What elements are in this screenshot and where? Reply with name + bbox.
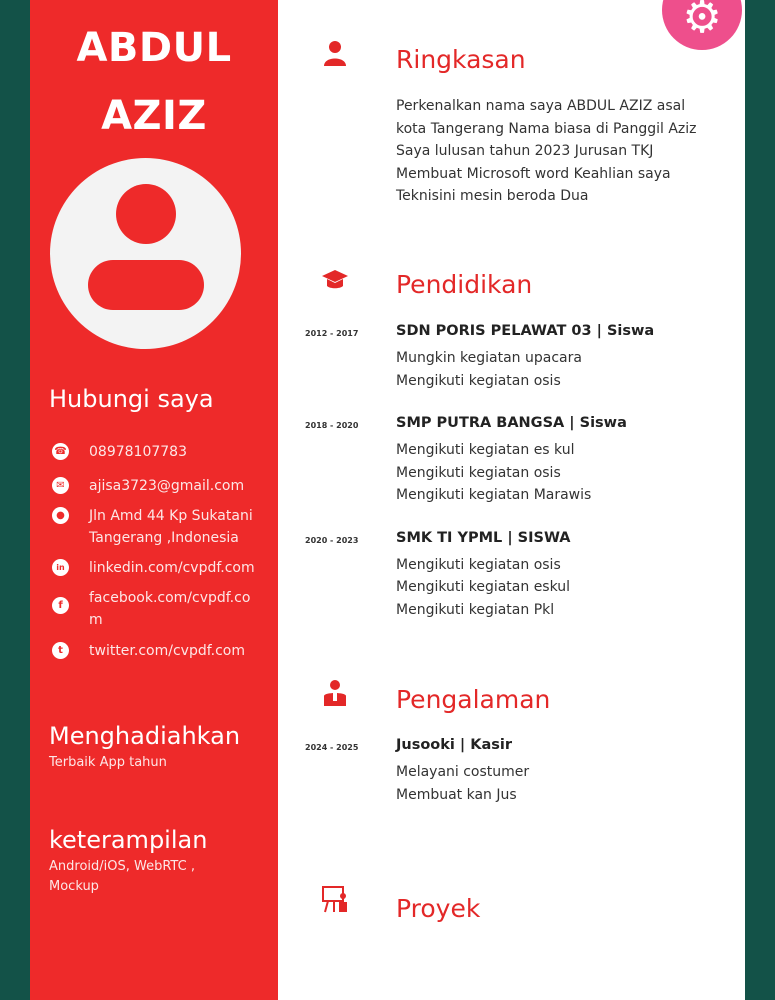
settings-button[interactable]: [662, 0, 742, 50]
contact-facebook-text: facebook.com/cvpdf.com: [89, 590, 251, 628]
education-title: Pendidikan: [396, 270, 533, 299]
summary-text: Perkenalkan nama saya ABDUL AZIZ asal kota Tangerang Nama biasa di Panggil Aziz Saya lulusan tahun 2023 Jurusan TKJ Membuat Microsoft word Keahlian saya Teknisini mesin beroda Dua: [396, 98, 697, 204]
education-entry-title: SMK TI YPML | SISWA: [396, 530, 571, 546]
education-line: Mungkin kegiatan upacara: [396, 350, 582, 366]
location-icon: ●: [52, 507, 69, 524]
summary-title: Ringkasan: [396, 45, 526, 74]
name-last: AZIZ: [101, 93, 207, 139]
education-date: 2012 - 2017: [305, 329, 359, 338]
twitter-icon: t: [52, 642, 69, 659]
awards-text: Terbaik App tahun: [49, 755, 167, 770]
contact-phone-text: 08978107783: [89, 444, 187, 460]
gear-icon: ⚙: [682, 0, 722, 43]
contact-email-text: ajisa3723@gmail.com: [89, 478, 245, 494]
education-date: 2020 - 2023: [305, 536, 359, 545]
name-first: ABDUL: [76, 25, 232, 71]
education-date: 2018 - 2020: [305, 421, 359, 430]
education-line: Mengikuti kegiatan Marawis: [396, 487, 592, 503]
contact-title: Hubungi saya: [49, 385, 214, 413]
projects-title: Proyek: [396, 894, 481, 923]
avatar-head-shape: [116, 184, 176, 244]
sidebar: [30, 0, 278, 1000]
worker-icon: [320, 678, 350, 708]
education-line: Mengikuti kegiatan es kul: [396, 442, 575, 458]
contact-twitter-text: twitter.com/cvpdf.com: [89, 643, 245, 659]
presentation-icon: [320, 884, 350, 914]
education-line: Mengikuti kegiatan osis: [396, 373, 561, 389]
phone-icon: ☎: [52, 443, 69, 460]
education-line: Mengikuti kegiatan osis: [396, 465, 561, 481]
education-entry-title: SDN PORIS PELAWAT 03 | Siswa: [396, 323, 655, 339]
experience-line: Membuat kan Jus: [396, 787, 517, 803]
skills-title: keterampilan: [49, 826, 208, 854]
linkedin-icon: in: [52, 559, 69, 576]
email-icon: ✉: [52, 477, 69, 494]
education-entry-title: SMP PUTRA BANGSA | Siswa: [396, 415, 627, 431]
experience-entry-title: Jusooki | Kasir: [396, 737, 513, 753]
education-line: Mengikuti kegiatan Pkl: [396, 602, 555, 618]
contact-address-text: Jln Amd 44 Kp Sukatani Tangerang ,Indonesia: [89, 508, 253, 546]
facebook-icon: f: [52, 597, 69, 614]
experience-title: Pengalaman: [396, 685, 551, 714]
experience-date: 2024 - 2025: [305, 743, 359, 752]
education-line: Mengikuti kegiatan eskul: [396, 579, 571, 595]
contact-linkedin-text: linkedin.com/cvpdf.com: [89, 560, 255, 576]
awards-title: Menghadiahkan: [49, 722, 241, 750]
resume-page: [30, 0, 745, 1000]
avatar-body-shape: [88, 260, 204, 310]
experience-line: Melayani costumer: [396, 764, 530, 780]
education-line: Mengikuti kegiatan osis: [396, 557, 561, 573]
avatar: [50, 158, 241, 349]
person-icon: [320, 38, 350, 68]
skills-text: Android/iOS, WebRTC , Mockup: [49, 859, 195, 894]
graduation-cap-icon: [320, 266, 350, 296]
